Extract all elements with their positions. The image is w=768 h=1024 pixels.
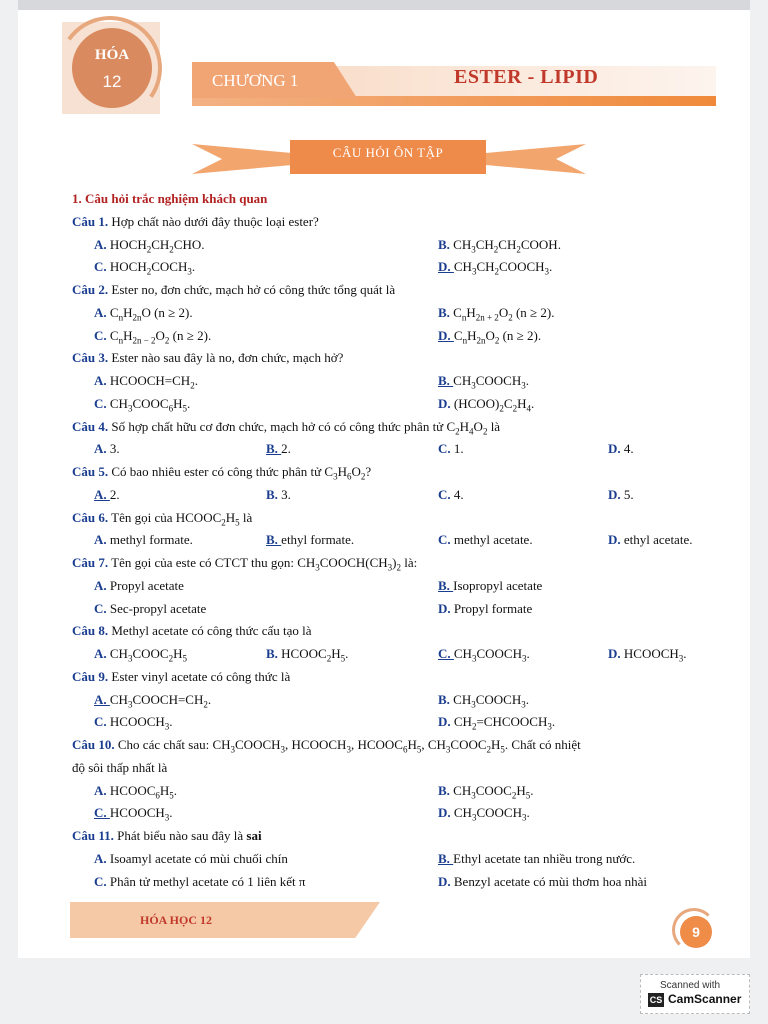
camscanner-logo-icon: CS [649,995,663,1005]
answer-option: D. Propyl formate [438,600,533,616]
answer-option: C. $CH_3COOC_6H_5$. [94,395,191,414]
badge-grade: 12 [102,72,122,91]
answer-option: B. $CH_3COOC_2H_5$. [438,782,534,801]
answer-option: D. $HCOOCH_3$. [608,646,687,664]
question-stem: độ sôi thấp nhất là [72,759,168,775]
page-number: 9 [680,916,712,948]
answer-option: D. ethyl acetate. [608,532,693,548]
answer-option: A. $C_nH_{2n}O$ (n ≥ 2). [94,304,193,323]
question-stem: Câu 8. Methyl acetate có công thức cấu tạo là [72,623,312,639]
answer-option: A. $CH_3COOC_2H_5$ [94,646,187,664]
answer-option: C. 1. [438,441,464,457]
answer-option: C. $HOCH_2COCH_3$. [94,259,196,277]
answer-option: D. $CH_3CH_2COOCH_3$. [438,259,553,277]
question-stem: Câu 5. Có bao nhiêu ester có công thức phân tử $C_3H_6O_2$? [72,464,372,482]
answer-option: D. 4. [608,441,634,457]
question-stem: Câu 4. Số hợp chất hữu cơ đơn chức, mạch hở có có công thức phân tử $C_2H_4O_2$ là [72,418,501,437]
answer-option: D. 5. [608,486,634,502]
question-stem: Câu 3. Ester nào sau đây là no, đơn chức, mạch hở? [72,350,344,366]
answer-option: B. $C_nH_{2n + 2}O_2$ (n ≥ 2). [438,304,555,323]
footer-label: HÓA HỌC 12 [140,913,213,927]
answer-option: D. $(HCOO)_2C_2H_4$. [438,395,535,414]
scanner-brand: CamScanner [668,992,742,1006]
answer-option: B. Isopropyl acetate [438,577,543,593]
question-stem: Câu 11. Phát biểu nào sau đây là sai [72,828,262,843]
answer-option: B. ethyl formate. [266,532,355,548]
answer-option: C. methyl acetate. [438,532,533,548]
answer-option: C. 4. [438,486,464,502]
answer-option: C. $CH_3COOCH_3$. [438,646,530,664]
scanner-text: Scanned with [660,980,721,991]
answer-option: B. $CH_3COOCH_3$. [438,373,529,391]
answer-option: B. 2. [266,441,291,457]
question-stem: Câu 9. Ester vinyl acetate có công thức là [72,668,291,684]
chapter-label: CHƯƠNG 1 [212,71,299,90]
footer-band [70,902,380,938]
answer-option: A. 2. [94,486,120,502]
answer-option: B. $CH_3CH_2CH_2COOH$. [438,236,561,255]
question-stem: Câu 2. Ester no, đơn chức, mạch hở có công thức tổng quát là [72,282,396,297]
section-heading: 1. Câu hỏi trắc nghiệm khách quan [72,191,268,206]
answer-option: A. $HCOOC_6H_5$. [94,782,178,801]
answer-option: A. methyl formate. [94,532,193,548]
answer-option: A. 3. [94,441,120,457]
answer-option: B. $CH_3COOCH_3$. [438,691,529,710]
answer-option: A. Propyl acetate [94,577,184,593]
answer-option: A. Isoamyl acetate có mùi chuối chín [94,850,288,866]
answer-option: A. $HCOOCH=CH_2$. [94,373,198,391]
question-stem: Câu 7. Tên gọi của este có CTCT thu gọn: $CH_3COOCH(CH_3)_2$ là: [72,555,418,573]
answer-option: D. $CH_3COOCH_3$. [438,805,530,823]
answer-option: D. $C_nH_{2n}O_2$ (n ≥ 2). [438,327,542,346]
answer-option: D. Benzyl acetate có mùi thơm hoa nhài [438,873,648,889]
answer-option: A. $CH_3COOCH=CH_2$. [94,691,212,710]
answer-option: C. $HCOOCH_3$. [94,805,173,823]
question-stem: Câu 1. Hợp chất nào dưới đây thuộc loại ester? [72,213,319,229]
badge-circle [72,28,152,108]
review-label: CÂU HỎI ÔN TẬP [332,145,444,160]
badge-subject: HÓA [94,47,130,63]
answer-option: C. $HCOOCH_3$. [94,714,173,732]
answer-option: C. $C_nH_{2n - 2}O_2$ (n ≥ 2). [94,327,212,346]
answer-option: D. $CH_2=CHCOOCH_3$. [438,714,556,732]
question-stem: Câu 10. Cho các chất sau: $CH_3COOCH_3$, $HCOOCH_3$, $HCOOC_6H_5$, $CH_3COOC_2H_5$. Chất có nhiệt [72,737,581,755]
answer-option: C. Phân tử methyl acetate có 1 liên kết π [94,873,306,889]
answer-option: C. Sec-propyl acetate [94,600,207,616]
top-edge [18,0,750,10]
answer-option: B. 3. [266,486,291,502]
chapter-title: ESTER - LIPID [454,66,599,88]
question-stem: Câu 6. Tên gọi của $HCOOC_2H_5$ là [72,509,253,528]
answer-option: B. $HCOOC_2H_5$. [266,646,349,664]
answer-option: A. $HOCH_2CH_2CHO$. [94,236,205,255]
answer-option: B. Ethyl acetate tan nhiều trong nước. [438,850,636,866]
